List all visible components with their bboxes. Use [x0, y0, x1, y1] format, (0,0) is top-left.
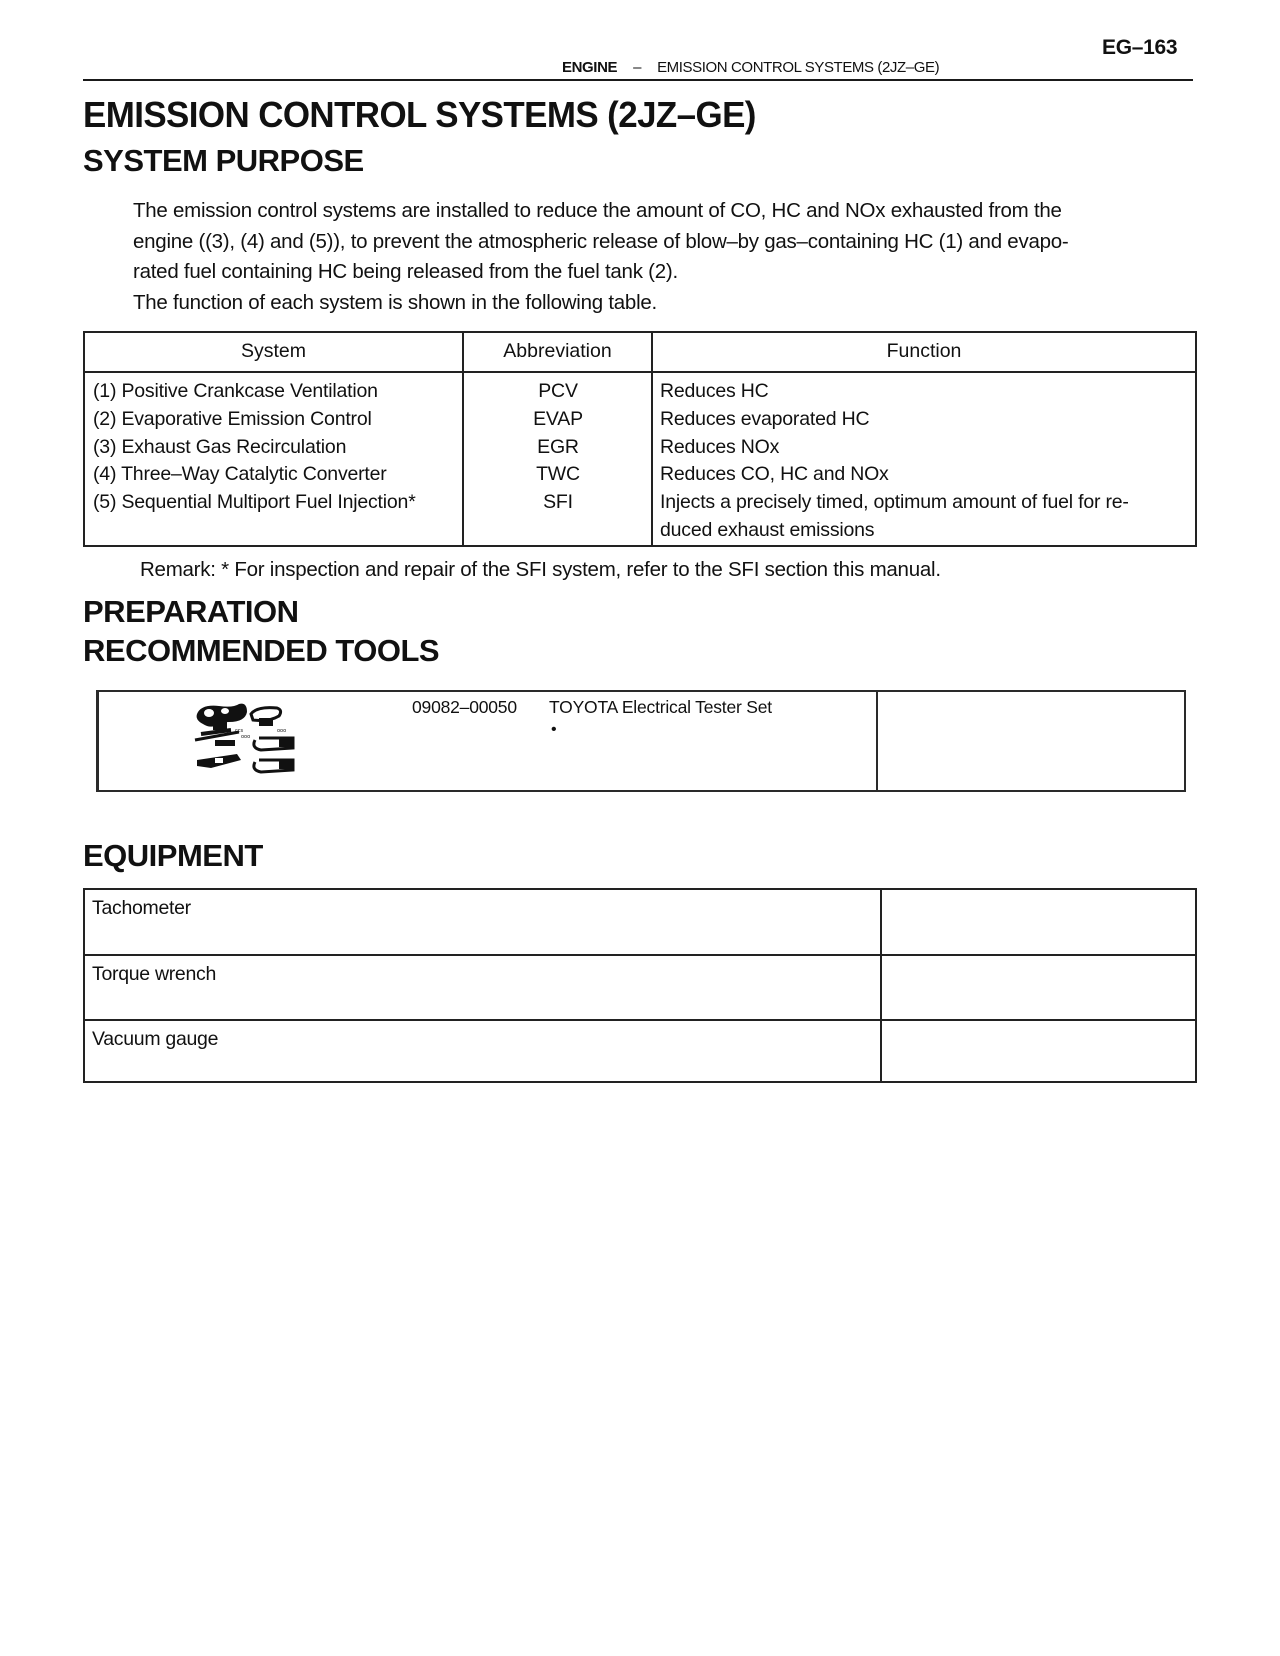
svg-text:ccs: ccs — [235, 728, 244, 734]
table-cell-function: Reduces NOx — [660, 435, 780, 458]
column-header-abbreviation: Abbreviation — [503, 340, 612, 362]
table-cell-abbreviation: TWC — [536, 463, 580, 486]
running-header-section: ENGINE — [562, 59, 618, 76]
paragraph-line: The emission control systems are installed to reduce the amount of CO, HC and NOx exhausted from the — [133, 199, 1062, 222]
column-divider — [880, 890, 882, 1081]
electrical-tester-set-illustration — [191, 702, 301, 778]
preparation-heading: PREPARATION — [83, 594, 299, 629]
page-title: EMISSION CONTROL SYSTEMS (2JZ–GE) — [83, 94, 756, 135]
table-cell-system: (1) Positive Crankcase Ventilation — [93, 380, 378, 402]
table-cell-system: (5) Sequential Multiport Fuel Injection* — [93, 491, 416, 514]
abbreviation-column — [464, 378, 652, 517]
svg-text:ooo: ooo — [277, 728, 287, 734]
table-row — [85, 954, 1195, 1019]
table-row — [85, 890, 1195, 953]
running-header — [562, 59, 939, 76]
system-purpose-paragraph — [133, 196, 1203, 318]
tool-name: TOYOTA Electrical Tester Set — [549, 697, 772, 717]
paragraph-line: rated fuel containing HC being released from the fuel tank (2). — [133, 260, 678, 283]
equipment-name: Vacuum gauge — [92, 1028, 219, 1050]
svg-text:ooo: ooo — [241, 734, 251, 740]
table-row — [85, 1019, 1195, 1084]
table-cell-function: Reduces HC — [660, 380, 769, 402]
table-cell-system: (3) Exhaust Gas Recirculation — [93, 435, 347, 458]
equipment-table — [83, 888, 1197, 1083]
column-divider — [876, 692, 878, 790]
table-cell-abbreviation: PCV — [538, 380, 578, 402]
table-cell-system: (4) Three–Way Catalytic Converter — [93, 463, 387, 486]
remark-note: Remark: * For inspection and repair of the SFI system, refer to the SFI section this manual. — [140, 558, 941, 581]
table-cell-system: (2) Evaporative Emission Control — [93, 407, 372, 430]
table-cell-function: duced exhaust emissions — [660, 518, 875, 541]
recommended-tools-table — [96, 690, 1186, 792]
table-cell-function: Reduces evaporated HC — [660, 407, 870, 430]
equipment-heading: EQUIPMENT — [83, 838, 263, 873]
table-cell-abbreviation: EVAP — [533, 407, 583, 430]
equipment-name: Tachometer — [92, 897, 191, 919]
column-header-system: System — [240, 340, 306, 362]
tool-part-number: 09082–00050 — [412, 697, 517, 717]
table-cell-abbreviation: SFI — [543, 491, 573, 514]
system-purpose-heading: SYSTEM PURPOSE — [83, 143, 364, 178]
recommended-tools-heading: RECOMMENDED TOOLS — [83, 633, 440, 668]
table-cell-function: Reduces CO, HC and NOx — [660, 463, 889, 486]
running-header-subsection: EMISSION CONTROL SYSTEMS (2JZ–GE) — [657, 59, 940, 76]
header-row-divider — [85, 371, 1195, 373]
equipment-name: Torque wrench — [92, 963, 217, 985]
systems-table — [83, 331, 1197, 547]
paragraph-line: engine ((3), (4) and (5)), to prevent the atmospheric release of blow–by gas–containing HC (1) and evapo- — [133, 229, 1069, 253]
system-column — [93, 378, 416, 517]
tool-bullet: • — [551, 721, 557, 738]
running-header-separator: – — [633, 59, 642, 76]
page-number: EG–163 — [1102, 36, 1178, 59]
paragraph-line: The function of each system is shown in the following table. — [133, 290, 657, 314]
header-rule-divider — [83, 79, 1193, 81]
column-header-function: Function — [886, 340, 962, 362]
table-cell-abbreviation: EGR — [537, 435, 579, 458]
function-column — [660, 378, 1190, 545]
table-cell-function: Injects a precisely timed, optimum amount of fuel for re- — [660, 491, 1129, 514]
